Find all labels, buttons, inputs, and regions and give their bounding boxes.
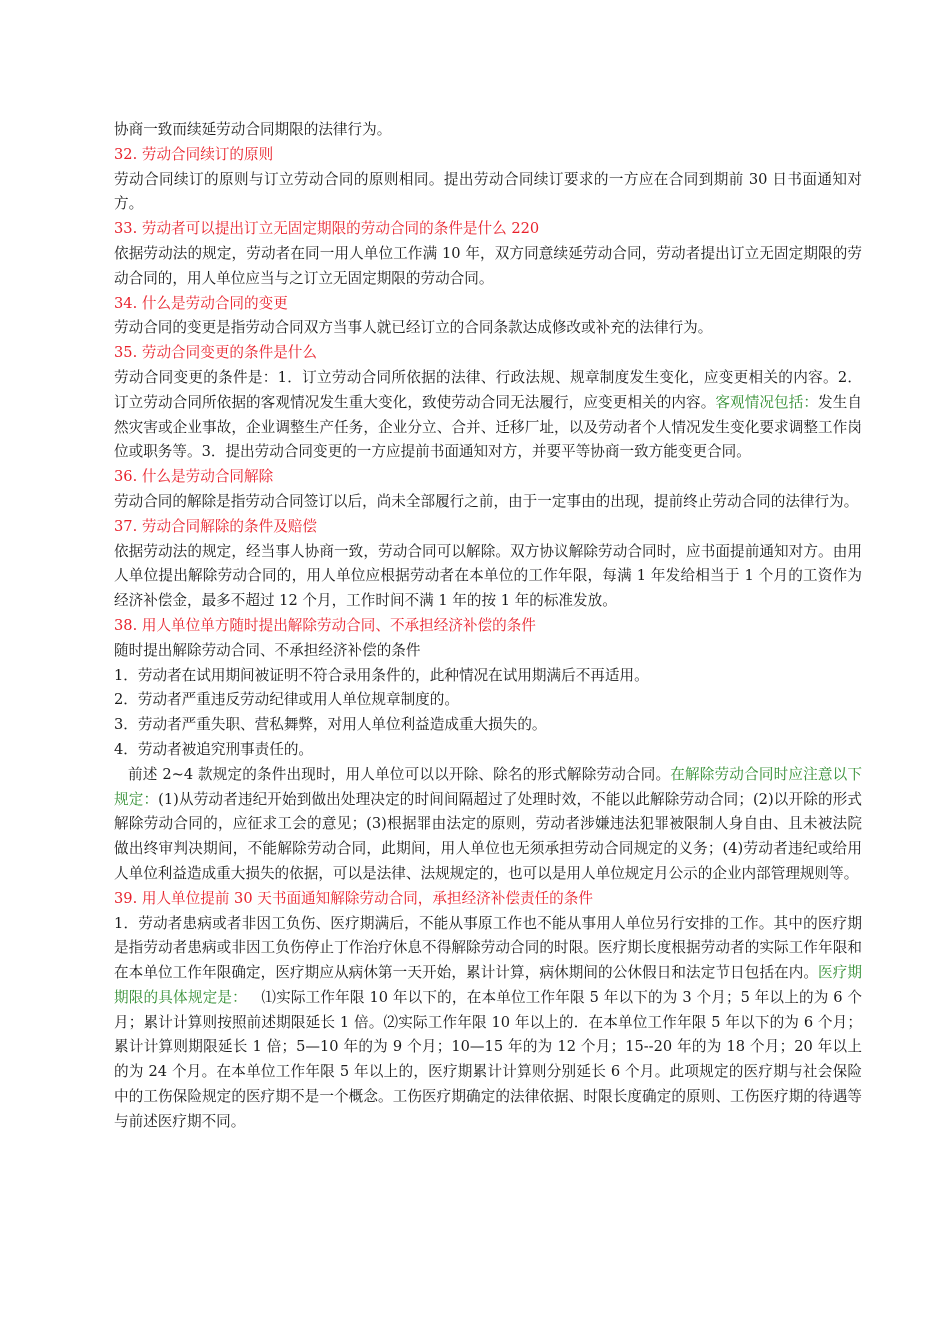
section-32-heading: 32. 劳动合同续订的原则	[114, 145, 274, 163]
section-38-highlight: 在解除劳动合同时应注意以下规定：	[114, 765, 862, 808]
section-35-body	[114, 366, 862, 465]
section-37-heading: 37. 劳动合同解除的条件及赔偿	[114, 517, 317, 535]
section-38-item-4: 4．劳动者被追究刑事责任的。	[114, 740, 314, 758]
section-39-body-b: ⑴实际工作年限 10 年以下的，在本单位工作年限 5 年以下的为 3 个月；5 年以上的为 6 个月；累计计算则按照前述期限延长 1 倍。⑵实际工作年限 10 年以上的．在本单位工作年限 5 年以下的为 6 个月；累计计算则期限延长 1 倍；5—10 年的为 9 个月；10—15 年的为 12 个月；15--20 年的为 18 个月；20 年以上的为 24 个月。在本单位工作年限 5 年以上的，医疗期累计计算则分别延长 6 个月。此项规定的医疗期与社会保险中的工伤保险规定的医疗期不是一个概念。工伤医疗期确定的法律依据、时限长度确定的原则、工伤医疗期的待遇等与前述医疗期不同。	[114, 988, 862, 1130]
section-37-body: 依据劳动法的规定，经当事人协商一致，劳动合同可以解除。双方协议解除劳动合同时，应书面提前通知对方。由用人单位提出解除劳动合同的，用人单位应根据劳动者在本单位的工作年限，每满 1 年发给相当于 1 个月的工资作为经济补偿金，最多不超过 12 个月，工作时间不满 1 年的按 1 年的标准发放。	[114, 542, 862, 610]
section-34-heading: 34. 什么是劳动合同的变更	[114, 294, 288, 312]
section-33-body: 依据劳动法的规定，劳动者在同一用人单位工作满 10 年，双方同意续延劳动合同，劳动者提出订立无固定期限的劳动合同的，用人单位应当与之订立无固定期限的劳动合同。	[114, 244, 862, 287]
section-32-body: 劳动合同续订的原则与订立劳动合同的原则相同。提出劳动合同续订要求的一方应在合同到期前 30 日书面通知对方。	[114, 170, 862, 213]
intro-text: 协商一致而续延劳动合同期限的法律行为。	[114, 121, 392, 138]
section-38-item-3: 3．劳动者严重失职、营私舞弊，对用人单位利益造成重大损失的。	[114, 716, 547, 734]
section-38-lead: 随时提出解除劳动合同、不承担经济补偿的条件	[114, 641, 421, 659]
section-38-heading: 38. 用人单位单方随时提出解除劳动合同、不承担经济补偿的条件	[114, 616, 536, 634]
section-34-body: 劳动合同的变更是指劳动合同双方当事人就已经订立的合同条款达成修改或补充的法律行为。	[114, 319, 713, 337]
section-38-item-2: 2．劳动者严重违反劳动纪律或用人单位规章制度的。	[114, 691, 459, 709]
document-page	[114, 118, 862, 1135]
section-38-para	[114, 763, 862, 887]
section-35-highlight: 客观情况包括：	[715, 393, 819, 411]
section-39-highlight: 医疗期期限的具体规定是：	[114, 964, 862, 1006]
section-38-item-1: 1．劳动者在试用期间被证明不符合录用条件的，此种情况在试用期满后不再适用。	[114, 666, 649, 684]
section-39-heading: 39. 用人单位提前 30 天书面通知解除劳动合同，承担经济补偿责任的条件	[114, 889, 593, 907]
section-35-body-a: 劳动合同变更的条件是：1．订立劳动合同所依据的法律、行政法规、规章制度发生变化，应变更相关的内容。2．订立劳动合同所依据的客观情况发生重大变化，致使劳动合同无法履行，应变更相关的内容。	[114, 368, 862, 411]
section-33-heading: 33. 劳动者可以提出订立无固定期限的劳动合同的条件是什么 220	[114, 220, 540, 238]
section-36-body: 劳动合同的解除是指劳动合同签订以后，尚未全部履行之前，由于一定事由的出现，提前终止劳动合同的法律行为。	[114, 492, 859, 510]
section-36-heading: 36. 什么是劳动合同解除	[114, 468, 274, 486]
section-39-body	[114, 912, 862, 1135]
section-38-para-b: (1)从劳动者违纪开始到做出处理决定的时间间隔超过了处理时效，不能以此解除劳动合同；(2)以开除的形式解除劳动合同的，应征求工会的意见；(3)根据罪由法定的原则，劳动者涉嫌违法犯罪被限制人身自由、且未被法院做出终审判决期间，不能解除劳动合同，此期间，用人单位也无须承担劳动合同规定的义务；(4)劳动者违纪或给用人单位利益造成重大损失的依据，可以是法律、法规规定的，也可以是用人单位规定月公示的企业内部管理规则等。	[114, 790, 862, 882]
section-38-para-a: 前述 2~4 款规定的条件出现时，用人单位可以以开除、除名的形式解除劳动合同。	[128, 765, 671, 783]
section-39-body-a: 1．劳动者患病或者非因工负伤、医疗期满后，不能从事原工作也不能从事用人单位另行安排的工作。其中的医疗期是指劳动者患病或非因工负伤停止丁作治疗休息不得解除劳动合同的时限。医疗期长度根据劳动者的实际工作年限和在本单位工作年限确定，医疗期应从病休第一天开始，累计计算，病休期间的公休假日和法定节日包括在内。	[114, 914, 862, 982]
section-35-heading: 35. 劳动合同变更的条件是什么	[114, 344, 317, 362]
section-35-body-b: 发生自然灾害或企业事故，企业调整生产任务，企业分立、合并、迁移厂址，以及劳动者个人情况发生变化要求调整工作岗位或职务等。3．提出劳动合同变更的一方应提前书面通知对方，并要平等协商一致方能变更合同。	[114, 393, 862, 461]
